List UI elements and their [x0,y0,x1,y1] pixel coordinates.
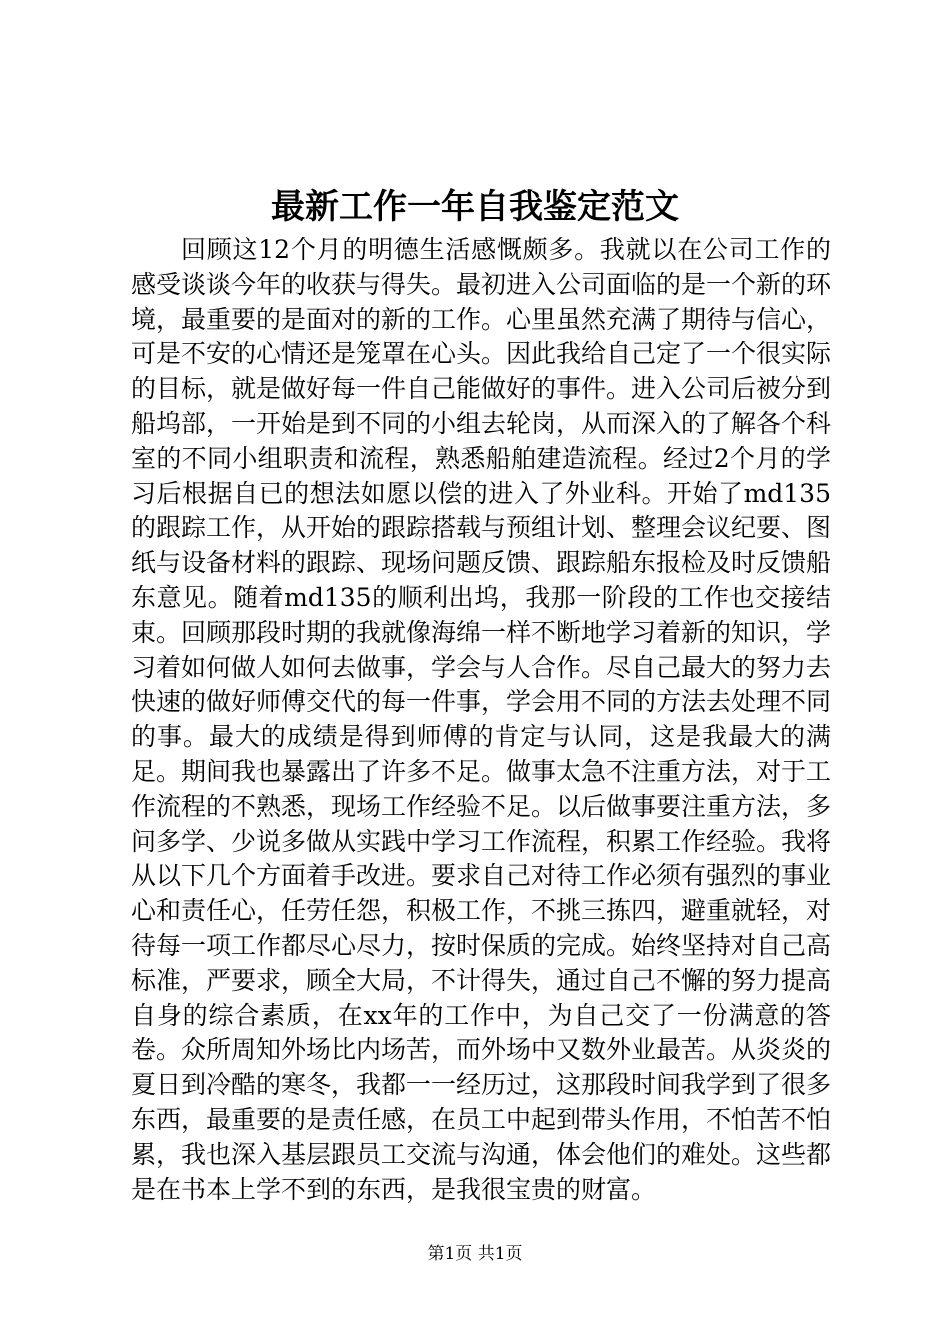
body-paragraph: 回顾这12个月的明德生活感慨颇多。我就以在公司工作的感受谈谈今年的收获与得失。最初进入公司面临的是一个新的环境，最重要的是面对的新的工作。心里虽然充满了期待与信心，可是不安的心情还是笼罩在心头。因此我给自己定了一个很实际的目标，就是做好每一件自己能做好的事件。进入公司后被分到船坞部，一开始是到不同的小组去轮岗，从而深入的了解各个科室的不同小组职责和流程，熟悉船舶建造流程。经过2个月的学习后根据自已的想法如愿以偿的进入了外业科。开始了md135的跟踪工作，从开始的跟踪搭载与预组计划、整理会议纪要、图纸与设备材料的跟踪、现场问题反馈、跟踪船东报检及时反馈船东意见。随着md135的顺利出坞，我那一阶段的工作也交接结束。回顾那段时期的我就像海绵一样不断地学习着新的知识，学习着如何做人如何去做事，学会与人合作。尽自己最大的努力去快速的做好师傅交代的每一件事，学会用不同的方法去处理不同的事。最大的成绩是得到师傅的肯定与认同，这是我最大的满足。期间我也暴露出了许多不足。做事太急不注重方法，对于工作流程的不熟悉，现场工作经验不足。以后做事要注重方法，多问多学、少说多做从实践中学习工作流程，积累工作经验。我将从以下几个方面着手改进。要求自己对待工作必须有强烈的事业心和责任心，任劳任怨，积极工作，不挑三拣四，避重就轻，对待每一项工作都尽心尽力，按时保质的完成。始终坚持对自己高标准，严要求，顾全大局，不计得失，通过自己不懈的努力提高自身的综合素质，在xx年的工作中，为自己交了一份满意的答卷。众所周知外场比内场苦，而外场中又数外业最苦。从炎炎的夏日到冷酷的寒冬，我都一一经历过，这那段时间我学到了很多东西，最重要的是责任感，在员工中起到带头作用，不怕苦不怕累，我也深入基层跟员工交流与沟通，体会他们的难处。这些都是在书本上学不到的东西，是我很宝贵的财富。 [131,235,832,1204]
document-title: 最新工作一年自我鉴定范文 [271,187,679,227]
page-footer: 第1页 共1页 [427,1244,523,1264]
